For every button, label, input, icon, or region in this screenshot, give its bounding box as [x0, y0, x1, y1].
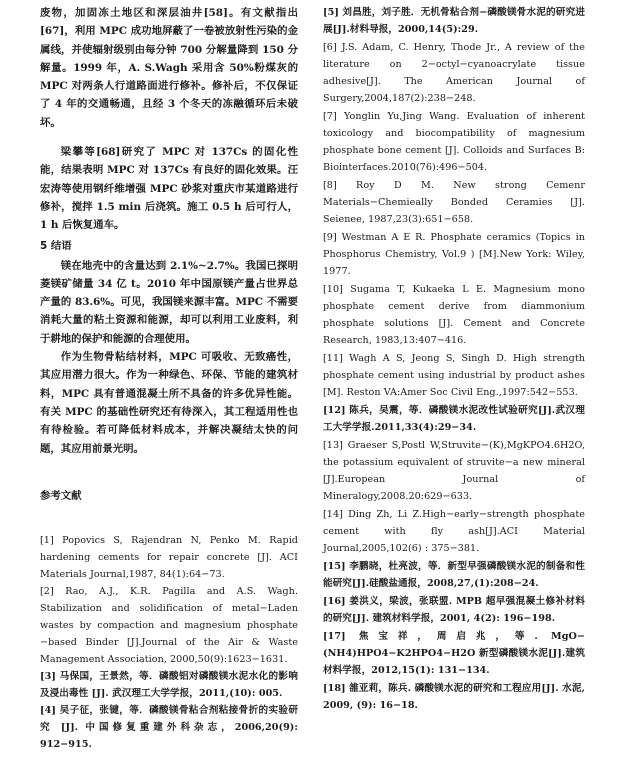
- reference-item: [15] 李鹏晓，杜亮波，等．新型早强磷酸镁水泥的制备和性能研究[J].硅酸盐通报，2008,27,(1):208−24.: [323, 561, 585, 589]
- reference-item: [12] 陈兵，吴震，等．磷酸镁水泥改性试验研究[J].武汉理工大学学报.2011,33(4):29−34.: [323, 405, 585, 433]
- reference-item: [9] Westman A E R. Phosphate ceramics (Topics in Phosphorus Chemistry, Vol.9 ) [M].New York: Wiley, 1977.: [323, 232, 585, 277]
- reference-item: [14] Ding Zh, Li Z.High−early−strength phosphate cement with fly ash[J].ACI Material Journal,2005,102(6) : 375−381.: [323, 509, 585, 554]
- reference-item: [11] Wagh A S, Jeong S, Singh D. High strength phosphate cement using industrial by product ashes [M]. Reston VA:Amer Soc Civil Eng.,1997:542−553.: [323, 353, 585, 398]
- body-paragraph: 废物，加固冻土地区和深层油井[58]。有文献指出[67]，利用 MPC 成功地屏蔽了一卷被放射性污染的金属线，并使辐射级别由每分钟 700 分解量降到 150 分解量。1999 年，A. S.Wagh 采用含 50%粉煤灰的 MPC 对两条人行道路面进行修补。修补后，不仅保证了 4 年的交通畅通，且经 3 个冬天的冻融循环后未破坏。: [40, 7, 298, 129]
- right-column: [323, 4, 585, 715]
- reference-item: [7] Yonglin Yu,Jing Wang. Evaluation of inherent toxicology and biocompatibility of magnesium phosphate bone cement [J]. Colloids and Surfaces B: Biointerfaces.2010(76):496−504.: [323, 111, 585, 173]
- references-title: 参考文献: [40, 489, 82, 502]
- reference-item: [17] 焦宝祥，周启兆，等. MgO−(NH4)HPO4−K2HPO4−H2O 新型磷酸镁水泥[J].建筑材料学报，2012,15(1): 131−134.: [323, 631, 585, 676]
- reference-item: [18] 雒亚莉，陈兵. 磷酸镁水泥的研究和工程应用[J]. 水泥, 2009, (9): 16−18.: [323, 683, 585, 711]
- body-paragraph: 作为生物骨粘结材料，MPC 可吸收、无致癌性，其应用潜力很大。作为一种绿色、环保、节能的建筑材料，MPC 具有普通混凝土所不具备的许多优异性能。有关 MPC 的基础性研究还有待深入，其工程适用性也有待检验。若可降低材料成本，并解决凝结太快的问题，其应用前景光明。: [40, 351, 298, 455]
- reference-item: [5] 刘昌胜，刘子胜．无机骨粘合剂−磷酸镁骨水泥的研究进展[J].材料导报，2000,14(5):29.: [323, 7, 585, 35]
- section-heading: 5 结语: [40, 239, 72, 252]
- body-paragraph: 梁攀等[68]研究了 MPC 对 137Cs 的固化性能，结果表明 MPC 对 137Cs 有良好的固化效果。汪宏涛等使用钢纤维增强 MPC 砂浆对重庆市某道路进行修补，搅拌 1.5 min 后浇筑。施工 0.5 h 后可行人，1 h 后恢复通车。: [40, 146, 298, 232]
- reference-item: [10] Sugama T, Kukaeka L E. Magnesium mono phosphate cement derive from diammonium phosphate solutions [J]. Cement and Concrete Research, 1983,13:407−416.: [323, 284, 585, 346]
- reference-item: [16] 姜洪义，梁波，张联盟. MPB 超早强混凝土修补材料的研究[J]. 建筑材料学报，2001, 4(2): 196−198.: [323, 596, 585, 624]
- reference-item: [3] 马保国，王景然，等．磷酸铝对磷酸镁水泥水化的影响及浸出毒性 [J]. 武汉理工大学学报，2011,(10): 005.: [40, 670, 298, 699]
- reference-item: [13] Graeser S,Postl W,Struvite−(K),MgKPO4.6H2O, the potassium equivalent of struvite−a new mineral [J].European Journal of Mineralogy,2008.20:629−633.: [323, 440, 585, 502]
- reference-item: [2] Rao, A.J., K.R. Pagilla and A.S. Wagh. Stabilization and solidification of metal−Laden wastes by compaction and magnesium phosphate −based Binder [J].Journal of the Air & Waste Management Association, 2000,50(9):1623−1631.: [40, 585, 298, 665]
- reference-item: [1] Popovics S, Rajendran N, Penko M. Rapid hardening cements for repair concrete [J]. ACI Materials Journal,1987, 84(1):64−73.: [40, 534, 298, 580]
- reference-item: [8] Roy D M. New strong Cemenr Materials−Chemieally Bonded Ceramies [J]. Seienee, 1987,23(3):651−658.: [323, 180, 585, 225]
- reference-item: [6] J.S. Adam, C. Henry, Thode Jr., A review of the literature on 2−octyl−cyanoacrylate tissue adhesive[J]. The American Journal of Surgery,2004,187(2):238−248.: [323, 42, 585, 104]
- reference-item: [4] 吴子征，张键，等．磷酸镁骨粘合剂粘接骨折的实验研究 [J]. 中国修复重建外科杂志，2006,20(9): 912−915.: [40, 704, 298, 750]
- body-paragraph: 镁在地壳中的含量达到 2.1%~2.7%。我国已探明菱镁矿储量 34 亿 t。2010 年中国原镁产量占世界总产量的 83.6%。可见，我国镁来源丰富。MPC 不需要消耗大量的粘土资源和能源，却可以利用工业废料，利于耕地的保护和能源的合理使用。: [40, 259, 298, 345]
- left-column: [40, 4, 298, 753]
